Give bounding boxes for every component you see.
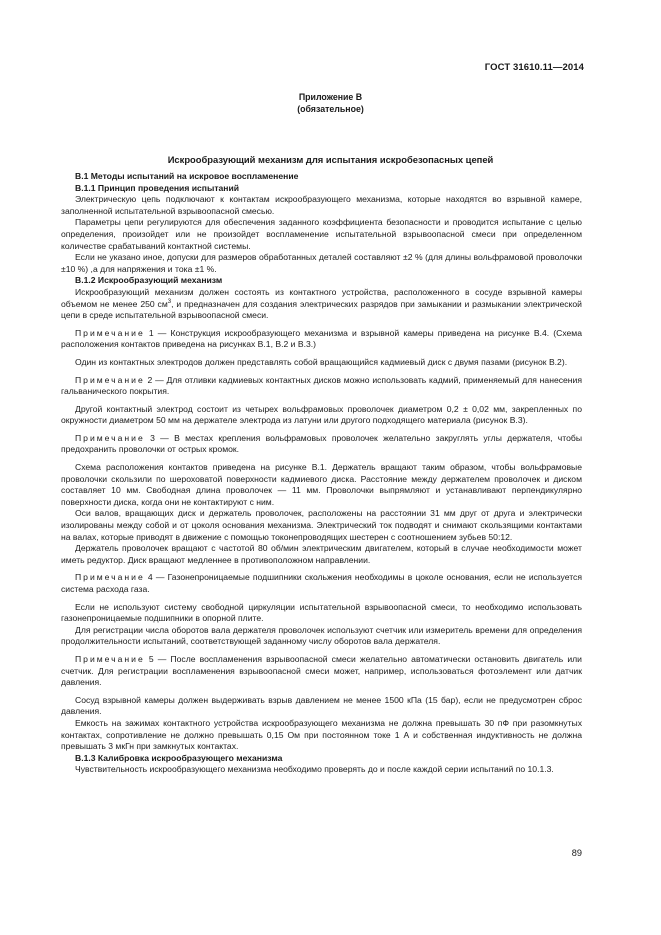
note-label: Примечание (75, 572, 145, 583)
paragraph: Электрическую цепь подключают к контактам искрообразующего механизма, которые находятся во взрывной камере, заполненной испытательной взрывоопасной смесью. (61, 194, 582, 216)
note-2 (61, 375, 582, 398)
paragraph: Если не используют систему свободной циркуляции испытательной взрывоопасной смеси, то необходимо использовать газонепроницаемые подшипники в опорной плите. (61, 601, 582, 624)
superscript: 3 (167, 298, 172, 305)
annex-subtitle: (обязательное) (297, 104, 364, 114)
note-text: 5 — После воспламенения взрывоопасной смеси желательно автоматически остановить двигатель или счетчик. Для регистрации воспламенения взрывоопасной смеси может, например, использоваться фотоэлемент или датчик давления. (61, 653, 582, 688)
note-label: Примечание (75, 432, 145, 443)
paragraph (61, 287, 582, 322)
note-4 (61, 572, 582, 595)
annex-heading (0, 91, 661, 115)
section-b12-heading: В.1.2 Искрообразующий механизм (75, 275, 223, 286)
note-text: 2 — Для отливки кадмиевых контактных дисков можно использовать кадмий, применяемый для нанесения гальванического покрытия. (61, 374, 582, 397)
note-label: Примечание (75, 374, 145, 385)
note-1 (61, 328, 582, 351)
paragraph: Чувствительность искрообразующего механизма необходимо проверять до и после каждой серии испытаний по 10.1.3. (75, 764, 554, 775)
note-label: Примечание (75, 653, 145, 664)
body-content (61, 171, 582, 776)
paragraph: Емкость на зажимах контактного устройства искрообразующего механизма не должна превышать 30 пФ при разомкнутых контактах, сопротивление не должно превышать 0,15 Ом при постоянном токе 1 А и собственная индуктивность не должна превышать 3 мкГн при замкнутых контактах. (61, 717, 582, 752)
paragraph: Один из контактных электродов должен представлять собой вращающийся кадмиевый диск с двумя пазами (рисунок В.2). (75, 356, 568, 367)
section-b11-heading: В.1.1 Принцип проведения испытаний (75, 182, 240, 193)
paragraph: Схема расположения контактов приведена на рисунке В.1. Держатель вращают таким образом, чтобы вольфрамовые проволочки скользили по шероховатой поверхности кадмиевого диска. Расстояние между держателем проволочек и диском составляет 10 мм. Свободная длина проволочек — 11 мм. Проволочки выпрямляют и устанавливают перпендикулярно поверхности диска, когда они не контактируют с ним. (61, 462, 582, 507)
standard-header: ГОСТ 31610.11—2014 (484, 62, 584, 73)
note-label: Примечание (75, 327, 145, 338)
paragraph: Другой контактный электрод состоит из четырех вольфрамовых проволочек диаметром 0,2 ± 0,02 мм, закрепленных по окружности диаметром 50 мм на держателе электрода из латуни или другого подходящего материала (рисунок В.3). (61, 403, 582, 426)
text-span: Искрообразующий механизм должен состоять из контактного устройства, расположенного в сосуде взрывной камеры объемом не менее 250 см (61, 286, 582, 309)
section-b13-heading: В.1.3 Калибровка искрообразующего механизма (75, 752, 283, 763)
text-span: , и предназначен для создания электрических разрядов при замыкании и размыкании электрической цепи в среде испытательной взрывоопасной смеси. (61, 298, 582, 321)
page-number: 89 (571, 848, 582, 858)
note-text: 1 — Конструкция искрообразующего механизма и взрывной камеры приведена на рисунке В.4. (Схема расположения контактов приведена на рисунках В.1, В.2 и В.3.) (61, 327, 582, 350)
note-3 (61, 433, 582, 456)
paragraph: Для регистрации числа оборотов вала держателя проволочек используют счетчик или измеритель времени для определения продолжительности испытаний, соответствующей заданному числу оборотов вала держателя. (61, 624, 582, 647)
section-b1-heading: В.1 Методы испытаний на искровое воспламенение (75, 171, 299, 181)
paragraph: Параметры цепи регулируются для обеспечения заданного коэффициента безопасности и проводится испытание с целью определения, произойдет или не произойдет воспламенение испытательной взрывоопасной смеси при определенном количестве срабатываний контактной системы. (61, 217, 582, 251)
note-text: 4 — Газонепроницаемые подшипники скольжения необходимы в цоколе основания, если не используется система расхода газа. (61, 572, 582, 594)
note-text: 3 — В местах крепления вольфрамовых проволочек желательно закруглять углы держателя, чтобы предохранить проволочки от острых кромок. (61, 432, 582, 455)
paragraph: Сосуд взрывной камеры должен выдерживать взрыв давлением не менее 1500 кПа (15 бар), если не предусмотрен сброс давления. (61, 694, 582, 717)
main-title: Искрообразующий механизм для испытания искробезопасных цепей (167, 154, 494, 165)
paragraph: Держатель проволочек вращают с частотой 80 об/мин электрическим двигателем, который в случае необходимости может иметь редуктор. Диск вращают медленнее в противоположном направлении. (61, 543, 582, 565)
note-5 (61, 654, 582, 689)
annex-title: Приложение В (298, 92, 363, 102)
paragraph: Оси валов, вращающих диск и держатель проволочек, расположены на расстоянии 31 мм друг от друга и электрически изолированы между собой и от цоколя основания механизма. Электрический ток подводят и снимают скользящими контактами на валах, которые приводят в движение с помощью токонепроводящих шестерен с соотношением зубьев 50:12. (61, 508, 582, 542)
paragraph: Если не указано иное, допуски для размеров обработанных деталей составляют ±2 % (для длины вольфрамовой проволочки ±10 %) ,а для напряжения и тока ±1 %. (61, 252, 582, 274)
